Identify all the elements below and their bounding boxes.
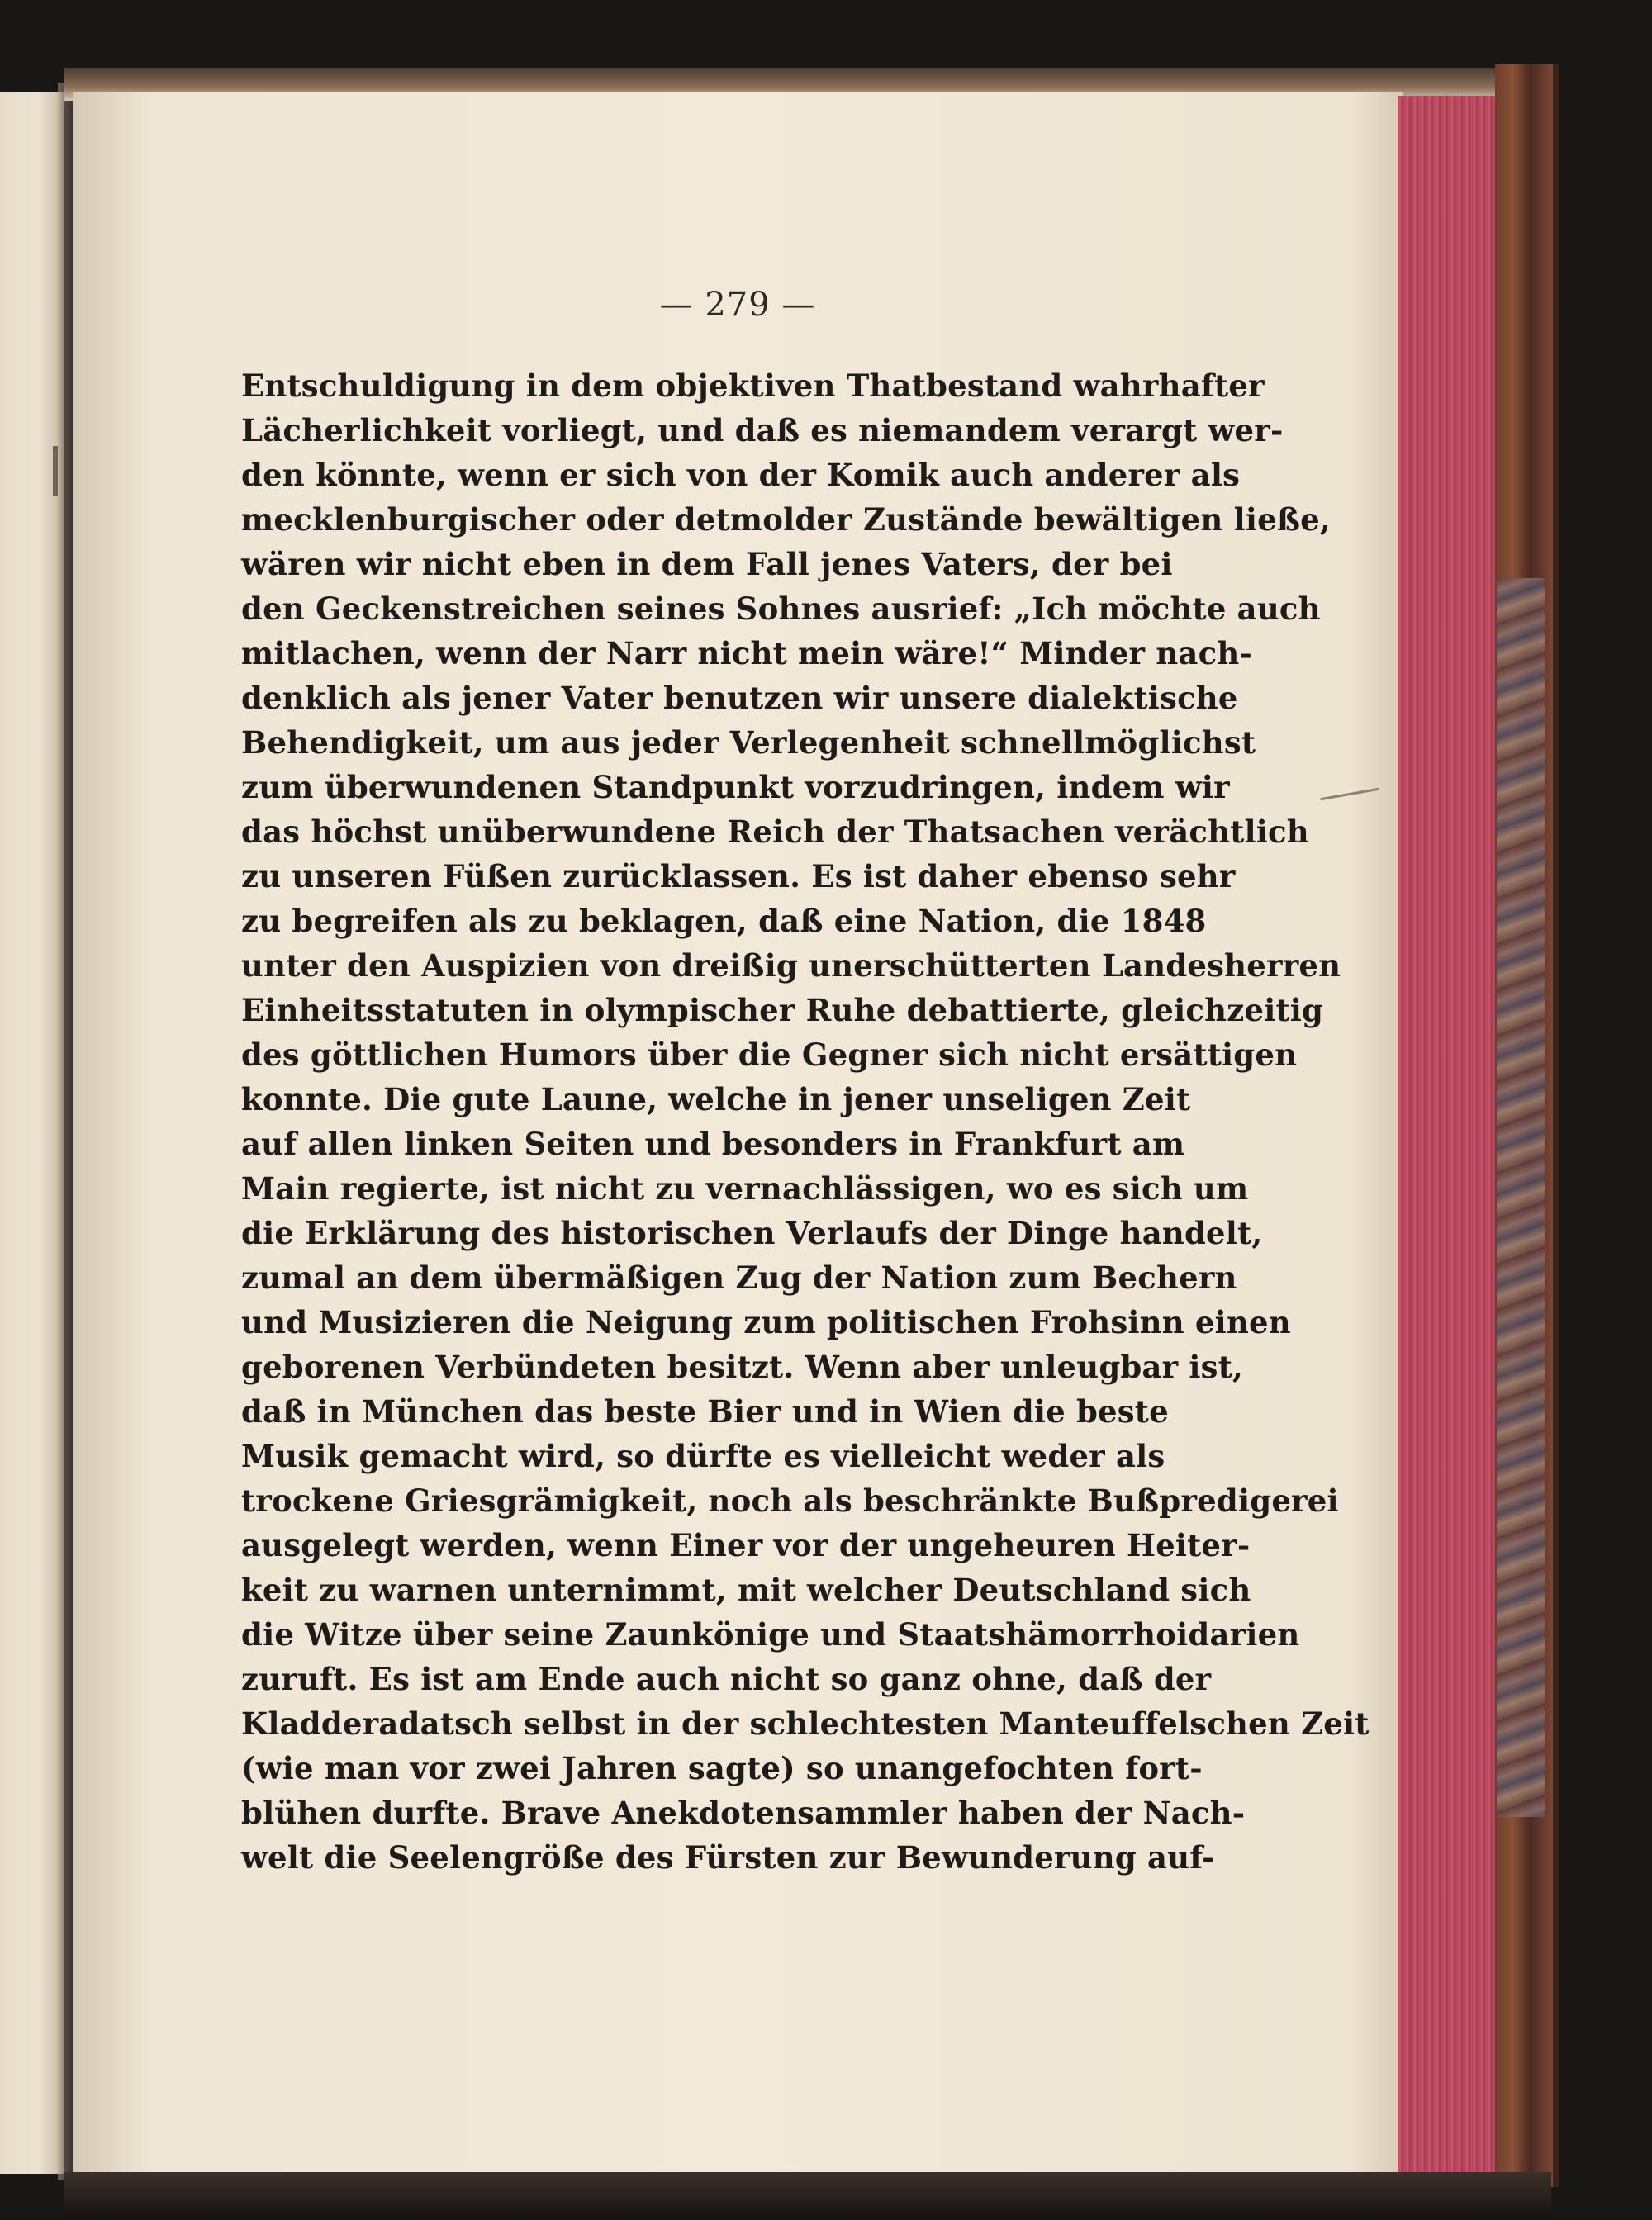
text-line: mitlachen, wenn der Narr nicht mein wäre!“ Minder nach-	[241, 635, 1252, 671]
text-line: konnte. Die gute Laune, welche in jener unseligen Zeit	[241, 1081, 1191, 1117]
text-line: Main regierte, ist nicht zu vernachlässigen, wo es sich um	[241, 1170, 1249, 1207]
text-line: den Geckenstreichen seines Sohnes ausrief: „Ich möchte auch	[241, 591, 1321, 627]
red-page-edges	[1398, 96, 1495, 2177]
text-line: den könnte, wenn er sich von der Komik auch anderer als	[241, 457, 1241, 493]
left-page-mark	[53, 446, 58, 496]
text-line: zu begreifen als zu beklagen, daß eine Nation, die 1848	[241, 903, 1207, 939]
text-line: denklich als jener Vater benutzen wir unsere dialektische	[241, 680, 1238, 716]
text-line: Entschuldigung in dem objektiven Thatbestand wahrhafter	[241, 368, 1265, 404]
text-line: mecklenburgischer oder detmolder Zustände bewältigen ließe,	[241, 501, 1331, 538]
text-line: und Musizieren die Neigung zum politischen Frohsinn einen	[241, 1304, 1291, 1340]
text-line: (wie man vor zwei Jahren sagte) so unangefochten fort-	[241, 1750, 1203, 1786]
text-line: welt die Seelengröße des Fürsten zur Bewunderung auf-	[241, 1839, 1215, 1876]
bottom-shadow	[64, 2172, 1551, 2220]
text-line: das höchst unüberwundene Reich der Thatsachen verächtlich	[241, 814, 1309, 850]
text-line: blühen durfte. Brave Anekdotensammler haben der Nach-	[241, 1795, 1246, 1831]
text-line: die Erklärung des historischen Verlaufs der Dinge handelt,	[241, 1215, 1263, 1251]
text-line: keit zu warnen unternimmt, mit welcher Deutschland sich	[241, 1572, 1251, 1608]
text-line: zum überwundenen Standpunkt vorzudringen, indem wir	[241, 769, 1230, 805]
text-line: Lächerlichkeit vorliegt, und daß es niemandem verargt wer-	[241, 412, 1284, 448]
text-line: zu unseren Füßen zurücklassen. Es ist daher ebenso sehr	[241, 858, 1236, 894]
text-line: auf allen linken Seiten und besonders in Frankfurt am	[241, 1126, 1185, 1162]
text-line: geborenen Verbündeten besitzt. Wenn aber unleugbar ist,	[241, 1349, 1244, 1385]
text-line: zumal an dem übermäßigen Zug der Nation zum Bechern	[241, 1259, 1237, 1296]
text-line: ausgelegt werden, wenn Einer vor der ungeheuren Heiter-	[241, 1527, 1251, 1563]
text-line: Behendigkeit, um aus jeder Verlegenheit schnellmöglichst	[241, 724, 1256, 761]
text-line: Einheitsstatuten in olympischer Ruhe debattierte, gleichzeitig	[241, 992, 1324, 1028]
text-line: unter den Auspizien von dreißig unerschütterten Landesherren	[241, 947, 1341, 984]
text-line: Kladderadatsch selbst in der schlechtesten Manteuffelschen Zeit	[241, 1705, 1370, 1742]
text-line: daß in München das beste Bier und in Wien die beste	[241, 1393, 1169, 1430]
text-line: des göttlichen Humors über die Gegner sich nicht ersättigen	[241, 1036, 1298, 1073]
text-line: wären wir nicht eben in dem Fall jenes Vaters, der bei	[241, 546, 1173, 582]
text-line: Musik gemacht wird, so dürfte es vielleicht weder als	[241, 1438, 1165, 1474]
page-number: — 279 —	[659, 286, 816, 324]
text-line: zuruft. Es ist am Ende auch nicht so ganz ohne, daß der	[241, 1661, 1212, 1697]
text-line: trockene Griesgrämigkeit, noch als beschränkte Bußpredigerei	[241, 1482, 1339, 1519]
text-line: die Witze über seine Zaunkönige und Staatshämorrhoidarien	[241, 1616, 1300, 1653]
left-page-edge	[0, 92, 64, 2174]
body-text	[241, 363, 1370, 1880]
marbled-cover-paper	[1497, 578, 1545, 1817]
